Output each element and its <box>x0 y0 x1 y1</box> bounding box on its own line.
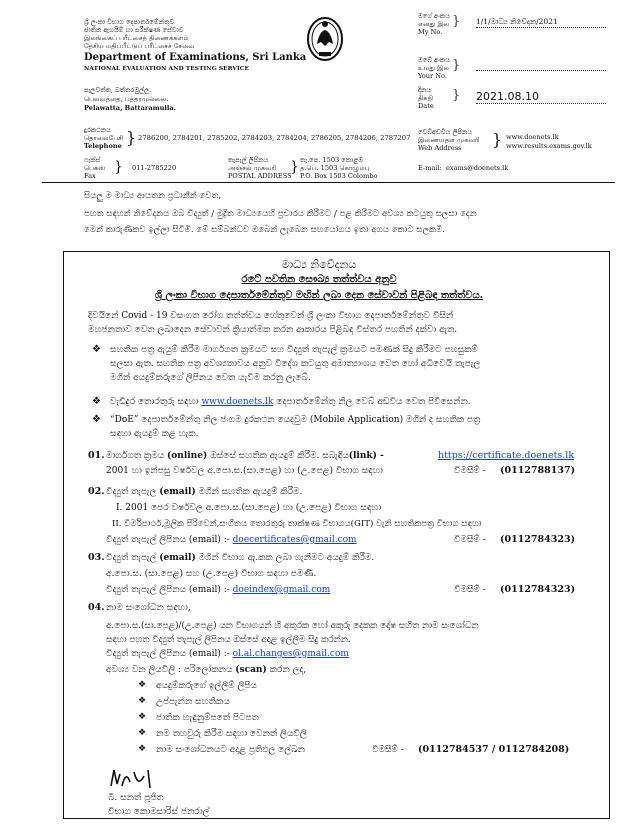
tel-en: Telephone <box>84 142 122 150</box>
section-2-item-1: I. 2001 පෙර වර්ෂවල අ.පො.ස.(සා.පෙළ) හා (උ.පෙළ) විභාග සඳහා <box>116 503 382 513</box>
postal-en: POSTAL ADDRESS <box>228 172 292 180</box>
intro-line-3: මෙන් කාරුණිකව ඉල්ලා සිටිමි. මේ සම්බන්ධව ඔබෙන් ලැබෙන සහයෝගය ඉතා අගය කොට සලකමි. <box>84 225 445 235</box>
bullet-1a: සහතික පත්‍ර ඇයුම් කිරීම මාර්ගගත ක්‍රමයට සහ විද්‍යුත් තැපැල් ක්‍රමයට පමණක් සිදු කිරීමට පහසුකම් <box>110 345 478 355</box>
signatory-name: බී. සනත් පූජිත <box>108 793 164 803</box>
fax-value: 011-2785220 <box>132 164 177 172</box>
section-4-detail-2: සඳහා පහත විද්‍යුත් තැපැල් ලිපිනය ඔස්සේ අදාළ ඉල්ලීම සිදු කරන්න. <box>106 635 351 645</box>
section-2-title-c: මගින් සහතික ඇයදුම් කිරීම. <box>195 487 303 497</box>
section-2-number: 02. <box>88 486 105 497</box>
notice-subtitle-2: ශ්‍රී ලංකා විභාග දෙපාර්තමේන්තුව මඟින් ලබා දෙන සේවාවන් පිළිබඳ තත්ත්වය. <box>154 290 484 301</box>
fax-en: Fax <box>84 172 96 180</box>
web-address-1[interactable]: www.doenets.lk <box>506 133 559 141</box>
section-1-link-label: (link) - <box>348 451 384 461</box>
net-si: ජාතික ඇගයීම් හා පරීක්ෂණ සේවාව <box>84 26 184 34</box>
section-2-phone: (0112784323) <box>500 534 576 545</box>
section-4-docs-suffix: කරන ලද, <box>266 665 307 675</box>
bullet-3b: සඳහා ඇයදුම් කළ හැක. <box>110 429 199 439</box>
section-4-docs-label: අවශ්‍ය වන ලියවිලි : පරිලෝකනය <box>106 665 236 675</box>
web-en: Web Address <box>418 144 462 152</box>
bullet-1c: මගින් අයදුම්කරුගේ ලිපිනය වෙත යැවීම කරනු ලැබේ. <box>110 373 311 383</box>
dept-ta: இலங்கைப் பரீட்சைத் திணைக்களம் <box>84 34 189 42</box>
doc-item: උප්පැන්න සහතිකය <box>156 697 230 707</box>
section-1-phone: (0112788137) <box>500 465 576 476</box>
addr-ta: பெலவத்தை, பத்தரமுல்லை. <box>84 95 169 103</box>
yourno-en: Your No. <box>418 72 447 80</box>
postal-si: තැපැල් ලිපිනය <box>228 156 269 164</box>
section-4-inquiry-label: විමසීම් - <box>372 745 404 755</box>
yourno-ta: உமது இல <box>418 64 449 72</box>
bullet-2a: වැඩිදුර තොරතුරු සඳහා <box>110 397 202 407</box>
your-number-line <box>476 70 606 71</box>
doc-item: නම තහවුරු කිරීම සඳහා වෙනත් ලියවිලි <box>156 729 307 739</box>
addr-si: පැලවත්ත, බත්තරමුල්ල. <box>84 86 152 94</box>
doc-item: ජාතික හැඳුනුම්පතේ පිටපත <box>156 713 259 723</box>
section-3-title-c: මගින් විභාග ඇ.කක ලබා ගැනීමට අයදුම් කිරීම. <box>195 553 375 563</box>
email-value[interactable]: exams@doenets.lk <box>446 164 509 172</box>
diamond-bullet-icon: ❖ <box>138 696 147 706</box>
section-1-title-c: ඔස්සේ සහතික ඇයදුම් කිරීම. සබැඳිය <box>207 451 349 461</box>
yourno-si: ඔබේ අංකය <box>418 56 451 64</box>
tel-si: දුරකථනය <box>84 126 111 134</box>
bullet-2b: දෙපාර්තමේන්තු නිල වෙබ් අඩවිය වෙත පිවිසෙන්න. <box>273 397 471 407</box>
diamond-bullet-icon: ❖ <box>92 396 101 407</box>
web-si: වෙබ්අඩවිය ලිපිනය <box>418 128 473 136</box>
doecertificates-email[interactable]: doecertificates@gmail.com <box>232 535 357 545</box>
addr-en: Pelawatta, Battaramulla. <box>84 104 176 112</box>
date-value: 2021.08.10 <box>476 90 606 104</box>
date-en: Date <box>418 102 434 110</box>
telephone-numbers: 2786200, 2784201, 2785202, 2784203, 2784204, 2786205, 2784206, 2787207 <box>138 134 411 142</box>
section-2-email-label: විද්‍යුත් තැපැල් ලිපිනය (email) :- <box>106 535 233 545</box>
myno-ta: எனது இல <box>418 20 450 28</box>
dept-si: ශ්‍රී ලංකා විභාග දෙපාර්තමේන්තුව <box>84 18 175 26</box>
intro-line-1: සියලු ම මාධ්‍ය ආයතන ප්‍රධානීන් වෙත, <box>84 191 222 201</box>
intro-line-2: පහත සඳහන් නිවේදනය ඔබ විද්‍යුත් / මුද්‍රිත මාධ්‍යයෙහි ප්‍රචාරය කිරීමට / පළ කිරීමට අවශ්‍ය කටයුතු සලසා දෙන <box>84 209 477 219</box>
bullet-3a: “DoE” දෙපාර්තමේන්තු නිල ජංගම දුරකථන යෙදවුම (Mobile Application) මගින් ද සහතික පත්‍ර <box>110 415 481 425</box>
section-3-number: 03. <box>88 552 105 563</box>
header-divider <box>42 182 615 183</box>
section-1-number: 01. <box>88 450 105 461</box>
doeindex-email[interactable]: doeindex@gmail.com <box>232 585 331 595</box>
diamond-bullet-icon: ❖ <box>92 344 101 355</box>
diamond-bullet-icon: ❖ <box>138 680 147 690</box>
section-3-email: (email) <box>159 553 196 563</box>
web-ta: இணையதள முகவரி <box>418 136 480 144</box>
section-1-detail: 2001 හා ඉන්පසු වර්ෂවල අ.පො.ස.(සා.පෙළ) හා (උ.පෙළ) විභාග සඳහා <box>106 466 383 476</box>
po-si: තැ.පෙ. 1503 කොළඹ <box>300 156 364 164</box>
certificate-link[interactable]: https://certificate.doenets.lk <box>438 450 575 461</box>
net-en: NATIONAL EVALUATION AND TESTING SERVICE <box>84 66 250 72</box>
section-3-detail: අ.පො.ස. (සා.පෙළ) සහ (උ.පෙළ) විභාග සඳහා පමණි. <box>106 569 317 579</box>
section-4-email-label: විද්‍යුත් තැපැල් ලිපිනය (email) :- <box>106 649 233 659</box>
section-2-email: (email) <box>159 487 196 497</box>
notice-title: මාධ්‍ය නිවේදනය <box>281 258 357 271</box>
section-4-number: 04. <box>88 602 105 613</box>
sri-lanka-emblem-icon <box>305 14 345 64</box>
section-1-title-a: මාර්ගගත ක්‍රමය <box>106 451 168 461</box>
para-1a: දිවයිනේ Covid - 19 වසංගත රෝග තත්ත්වය හේතුවෙන් ශ්‍රී ලංකා විභාග දෙපාර්තමේන්තුව විසින් <box>88 311 454 321</box>
email-label: E-mail: <box>418 164 442 172</box>
section-2-inquiry-label: විමසීම් - <box>454 535 486 545</box>
doc-item: අයදුම්කරුගේ ඉල්ලීම් ලිපිය <box>156 681 257 691</box>
section-4-scan: (scan) <box>235 665 267 675</box>
tel-ta: தொலைபேசி <box>84 134 124 142</box>
web-address-2[interactable]: www.results.exams.gov.lk <box>506 142 592 150</box>
section-4-phone: (0112784537 / 0112784208) <box>418 744 570 755</box>
diamond-bullet-icon: ❖ <box>92 414 101 425</box>
date-ta: திகதி <box>418 94 434 102</box>
signatory-title: විභාග කොමසාරිස් ජනරාල් <box>108 807 210 817</box>
notice-subtitle-1: රටේ පවතින සෞඛ්‍ය තත්ත්වය අනුව <box>241 274 397 285</box>
doenets-link[interactable]: www.doenets.lk <box>201 397 274 407</box>
bullet-1b: සලසා ඇත. සහතික පත්‍ර අවශ්‍යතාවය අනුව විදේශ කටයුතු අමාත්‍යාංශය වෙත හෝ අධිවෙයි තැපැල <box>110 359 481 369</box>
para-1b: මහජනතාව වෙත ලබාදෙන සේවාවන් ක්‍රියාත්මක කරන ආකාරය පිළිබඳ විස්තර පහතින් දක්වා ඇත. <box>88 325 458 335</box>
myno-en: My No. <box>418 28 443 36</box>
section-4-title: නාම සංශෝධන සඳහා, <box>106 603 191 613</box>
section-2-title-a: විද්‍යුත් තැපැල <box>106 487 160 497</box>
section-3-phone: (0112784323) <box>500 584 576 595</box>
net-ta: தேசிய மதிப்பீட்டுப் பரீட்சைச் சேவை <box>84 42 195 50</box>
section-4-detail-1: අ.පො.ස.(සා.පෙළ)/(උ.පෙළ) යන විභාගයන් හි අකුරක හෝ අකුරු දෙකක දෝෂ සහිත නාම සංශෝධන <box>106 621 479 631</box>
postal-ta: அஞ்சல் முகவரி <box>228 164 277 172</box>
diamond-bullet-icon: ❖ <box>138 744 147 754</box>
section-3-email-label: විද්‍යුත් තැපැල් ලිපිනය (email) :- <box>106 585 233 595</box>
section-3-inquiry-label: විමසීම් - <box>454 585 486 595</box>
name-changes-email[interactable]: ol.al.changes@gmail.com <box>232 649 349 659</box>
fax-ta: பெக்ஸ் <box>84 164 106 172</box>
diamond-bullet-icon: ❖ <box>138 728 147 738</box>
doc-item: නාම සංශෝධනයට අදාළ ප්‍රතිඵල ලේඛන <box>156 745 305 755</box>
myno-si: මගේ අංකය <box>418 12 450 20</box>
date-si: දිනය <box>418 86 432 94</box>
dept-en: Department of Examinations, Sri Lanka <box>84 52 307 63</box>
diamond-bullet-icon: ❖ <box>138 712 147 722</box>
section-3-title-a: විද්‍යුත් තැපැල් <box>106 553 160 563</box>
fax-si: ෆැක්ස් <box>84 156 101 164</box>
po-ta: த.பெ. 1503 கொழும்பு <box>300 164 370 172</box>
my-number-value: 1/1/මාධ්‍ය නිවේදන/2021 <box>476 17 606 28</box>
po-en: P.O. Box 1503 Colombo <box>300 172 378 180</box>
section-1-inquiry-label: විමසීම් - <box>454 466 486 476</box>
section-1-online: (online) <box>167 451 208 461</box>
section-2-item-2: II. විර්මිපාර්ථ,මූලික පිරිවෙන්,සංගීතය තොරතුරු තාක්ෂණ විභාගය(GIT) වැනි සහතිකපත්‍ර විභාග සඳහා <box>112 519 482 529</box>
